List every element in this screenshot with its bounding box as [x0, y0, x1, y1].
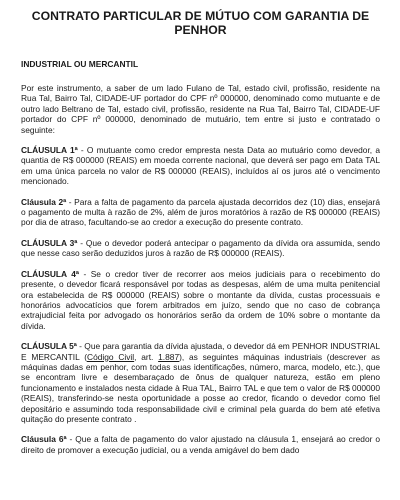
clause-3 — [21, 238, 380, 259]
clause-5-text-b: , art. — [134, 351, 159, 362]
clause-2-label: Cláusula 2ª — [21, 196, 67, 207]
article-1887-link[interactable]: 1.887 — [158, 351, 180, 362]
document-title: CONTRATO PARTICULAR DE MÚTUO COM GARANTIA DE PENHOR — [31, 9, 370, 37]
clause-2 — [21, 197, 380, 228]
clause-5-text-c: ), as seguintes máquinas industriais (descrever as máquinas dadas em penhor, com todas suas identificações, número, marca, modelo, etc.), que se encontram livre e desembaraçado de ônus de qualquer natureza, estão em pleno funcionamento e instalados nesta cidade à Rua TAL, Bairro TAL e que tem o valor de R$ 000000 (REAIS), transferindo-se nesta oportunidade a posse ao credor, ficando o devedor como fiel depositário e assumindo toda responsabilidade civil e criminal pela guarda do bem até efetiva quitação do presente contrato . — [21, 351, 380, 424]
clause-5-text-a: - Que para garantia da dívida ajustada, o devedor dá em PENHOR INDUSTRIAL E MERCANTIL ( — [21, 341, 380, 362]
clause-1 — [21, 145, 380, 187]
clause-5 — [21, 341, 380, 424]
clause-1-label: CLÁUSULA 1ª — [21, 145, 78, 156]
clause-4 — [21, 269, 380, 331]
intro-paragraph: Por este instrumento, a saber de um lado Fulano de Tal, estado civil, profissão, residente na Rua Tal, Bairro Tal, CIDADE-UF portador do CPF nº 000000, denominado como mutuante e de outro lado Beltrano de Tal, estado civil, profissão, residente na Rua Tal, Bairro Tal, CIDADE-UF portador do CPF nº 000000, denominado de mutuário, tem entre si justo e contratado o seguinte: — [21, 83, 380, 135]
clause-4-text: - Se o credor tiver de recorrer aos meios judiciais para o recebimento do presente, o devedor ficará responsável por todas as despesas, além de uma multa penitencial ora estabelecida de R$ 000000 (REAIS) sobre o montante da dívida, custas processuais e honorários advocatícios que forem arbitrados em juízo, sendo que no caso de cobrança extrajudicial feita por advogado os honorários serão da ordem de 10% sobre o montante da dívida. — [21, 268, 380, 331]
clause-2-text: - Para a falta de pagamento da parcela ajustada decorridos dez (10) dias, ensejará o pagamento de multa à razão de 2%, além de juros moratórios à razão de R$ 000000 (REAIS) por dia de atraso, facultando-se ao credor a execução do presente contrato. — [21, 196, 381, 228]
clause-3-label: CLÁUSULA 3ª — [21, 237, 78, 248]
clause-5-label: CLÁUSULA 5ª — [21, 341, 77, 352]
clause-3-text: - Que o devedor poderá antecipar o pagamento da dívida ora assumida, sendo que nesse caso serão deduzidos juros à razão de R$ 000000 (REAIS). — [21, 237, 380, 259]
clause-6-text: - Que a falta de pagamento do valor ajustado na cláusula 1, ensejará ao credor o direito de promover a execução judicial, ou a venda amigável do bem dado — [21, 434, 380, 455]
clause-6-label: Cláusula 6ª — [21, 434, 67, 445]
document-subtitle: INDUSTRIAL OU MERCANTIL — [21, 59, 139, 69]
clause-6 — [21, 434, 380, 455]
clause-4-label: CLÁUSULA 4ª — [21, 268, 79, 279]
clause-1-text: - O mutuante como credor empresta nesta Data ao mutuário como devedor, a quantia de R$ 000000 (REAIS) em moeda corrente nacional, que deverá ser pago em Data TAL em uma única parcela no valor de R$ 000000 (REAIS), incluídos aí os juros até o vencimento mencionado. — [21, 145, 380, 187]
codigo-civil-link[interactable]: Código Civil — [87, 351, 135, 362]
